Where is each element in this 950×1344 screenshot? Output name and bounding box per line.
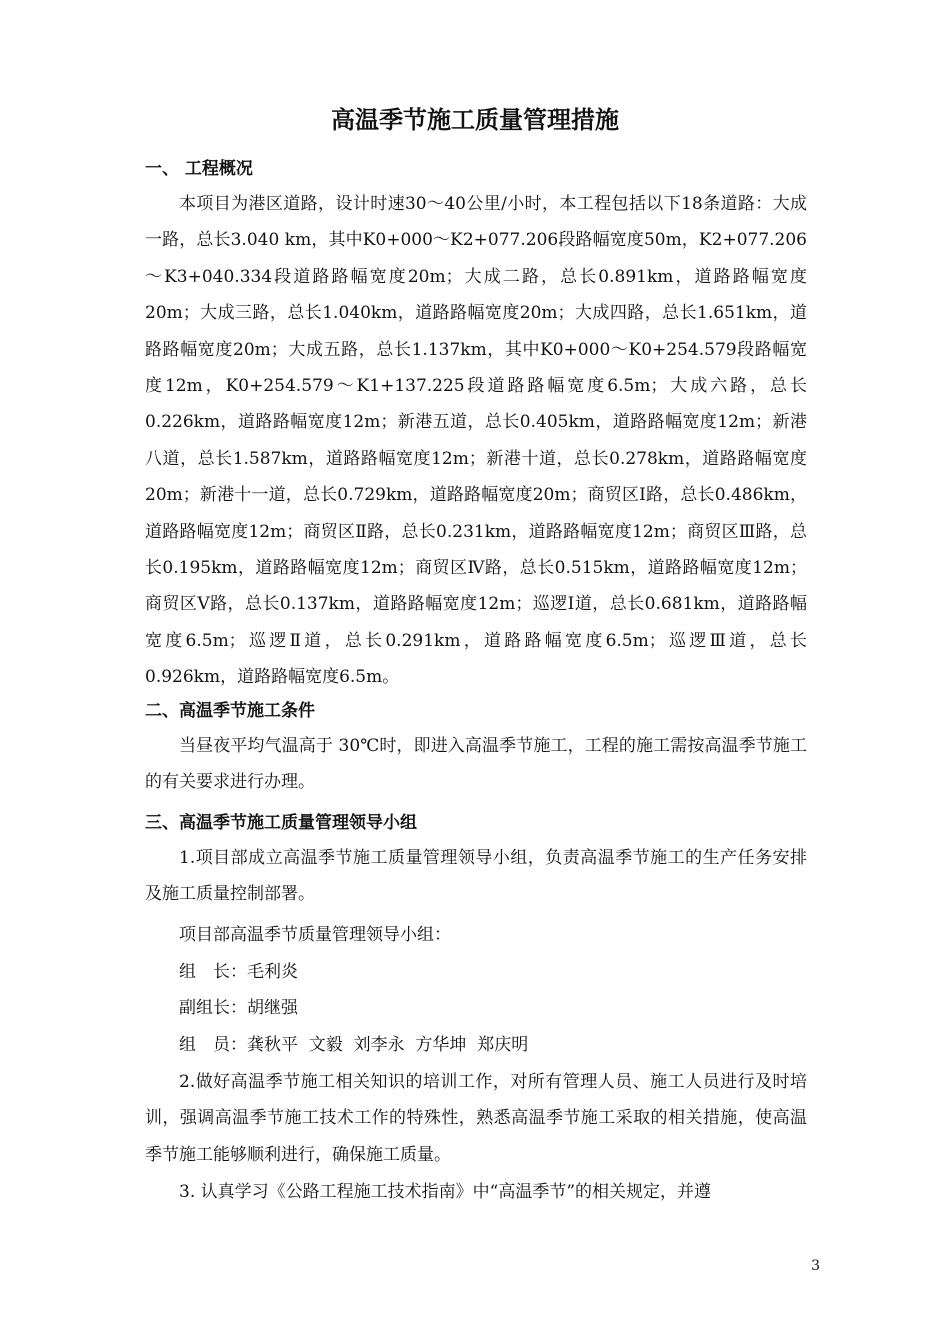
section-heading-conditions: 二、高温季节施工条件 <box>145 701 315 721</box>
group-intro: 项目部高温季节质量管理领导小组： <box>179 925 451 945</box>
group-leader: 组 长：毛利炎 <box>179 962 298 982</box>
leadership-item-1: 1.项目部成立高温季节施工质量管理领导小组，负责高温季节施工的生产任务安排及施工质量控制部署。 <box>145 848 807 905</box>
document-title: 高温季节施工质量管理措施 <box>331 106 619 134</box>
leadership-item-2: 2.做好高温季节施工相关知识的培训工作，对所有管理人员、施工人员进行及时培训，强调高温季节施工技术工作的特殊性，熟悉高温季节施工采取的相关措施，使高温季节施工能够顺利进行，确保施工质量。 <box>145 1072 807 1165</box>
group-members: 组 员：龚秋平 文毅 刘李永 方华坤 郑庆明 <box>179 1035 529 1055</box>
group-deputy: 副组长：胡继强 <box>179 998 298 1018</box>
overview-paragraph: 本项目为港区道路，设计时速30～40公里/小时，本工程包括以下18条道路：大成一路，总长3.040 km，其中K0+000～K2+077.206段路幅宽度50m，K2+077.206～K3+040.334段道路路幅宽度20m；大成二路，总长0.891km，道路路幅宽度20m；大成三路，总长1.040km，道路路幅宽度20m；大成四路，总长1.651km，道路路幅宽度20m；大成五路，总长1.137km，其中K0+000～K0+254.579段路幅宽度12m，K0+254.579～K1+137.225段道路路幅宽度6.5m；大成六路，总长0.226km，道路路幅宽度12m；新港五道，总长0.405km，道路路幅宽度12m；新港八道，总长1.587km，道路路幅宽度12m；新港十道，总长0.278km，道路路幅宽度20m；新港十一道，总长0.729km，道路路幅宽度20m；商贸区Ⅰ路，总长0.486km，道路路幅宽度12m；商贸区Ⅱ路，总长0.231km，道路路幅宽度12m；商贸区Ⅲ路，总长0.195km，道路路幅宽度12m；商贸区Ⅳ路，总长0.515km，道路路幅宽度12m；商贸区Ⅴ路，总长0.137km，道路路幅宽度12m；巡逻Ⅰ道，总长0.681km，道路路幅宽度6.5m；巡逻Ⅱ道，总长0.291km，道路路幅宽度6.5m；巡逻Ⅲ道，总长0.926km，道路路幅宽度6.5m。 <box>145 194 807 688</box>
section-heading-overview: 一、 工程概况 <box>145 159 253 179</box>
conditions-paragraph: 当昼夜平均气温高于 30℃时，即进入高温季节施工，工程的施工需按高温季节施工的有关要求进行办理。 <box>145 736 807 793</box>
leadership-item-3: 3. 认真学习《公路工程施工技术指南》中“高温季节”的相关规定，并遵 <box>179 1182 712 1202</box>
section-heading-leadership: 三、高温季节施工质量管理领导小组 <box>145 813 417 833</box>
page-number: 3 <box>811 1258 820 1274</box>
